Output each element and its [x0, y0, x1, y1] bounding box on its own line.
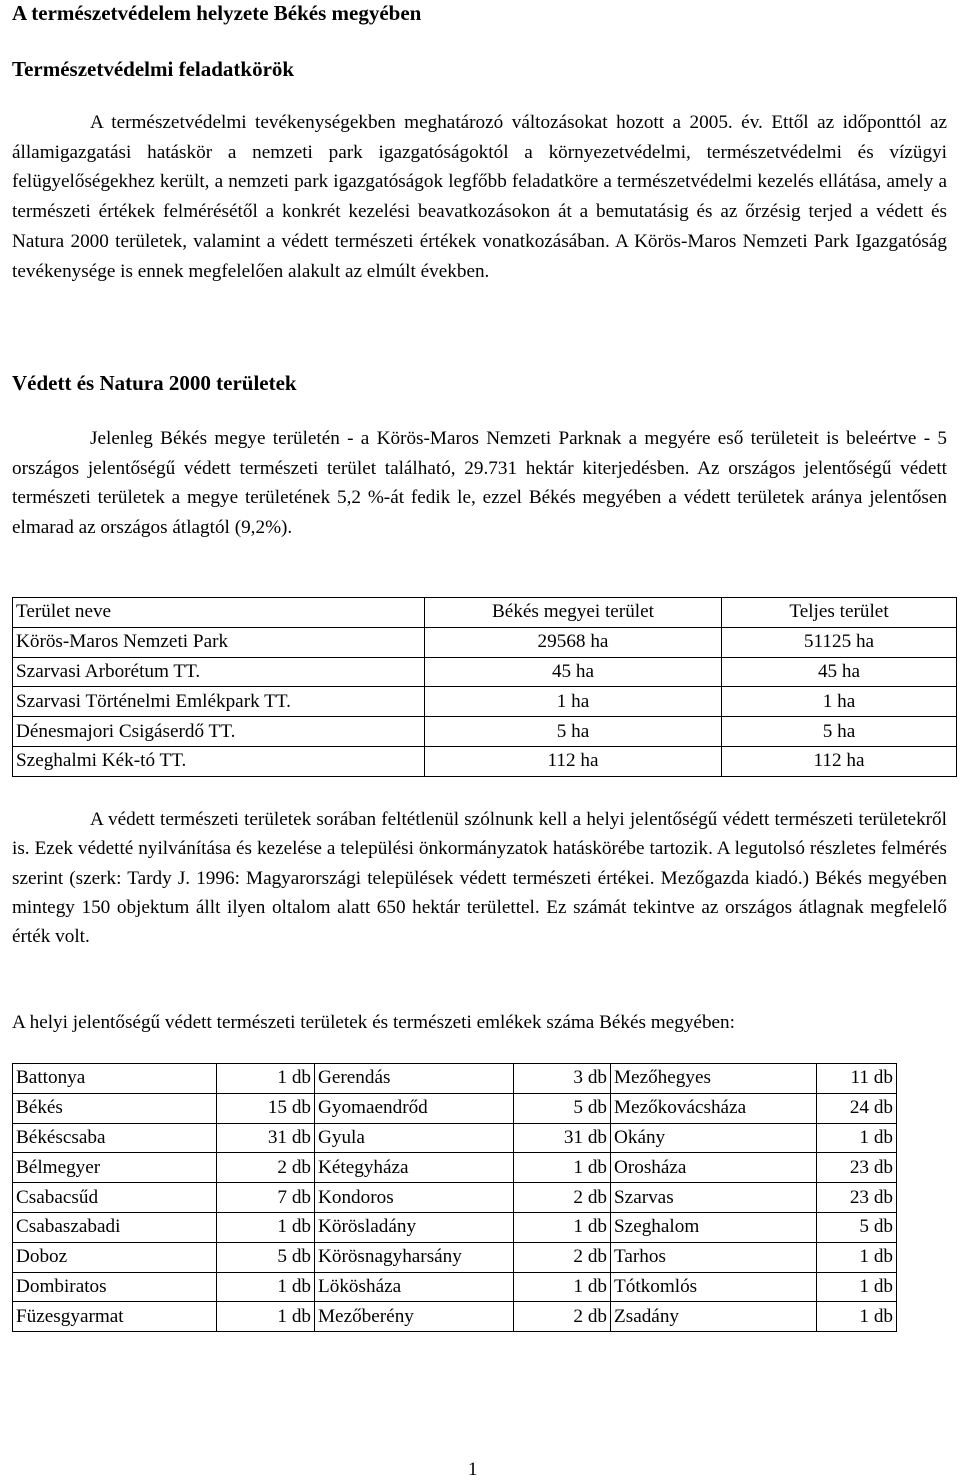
settlement-name-cell: Füzesgyarmat	[13, 1302, 217, 1332]
object-count-cell: 23 db	[817, 1153, 897, 1183]
settlement-name-cell: Békéscsaba	[13, 1123, 217, 1153]
table-row	[13, 1093, 897, 1123]
object-count-cell: 5 db	[817, 1212, 897, 1242]
settlement-name-cell: Szarvas	[611, 1183, 817, 1213]
object-count-cell: 31 db	[514, 1123, 611, 1153]
object-count-cell: 2 db	[514, 1242, 611, 1272]
table-header-row	[13, 598, 957, 628]
settlement-name-cell: Csabacsűd	[13, 1183, 217, 1213]
paragraph-feladatkorok: A természetvédelmi tevékenységekben meghatározó változásokat hozott a 2005. év. Ettől az időponttól az államigazgatási hatáskör a nemzeti park igazgatóságoktól a környezetvédelmi, természetvédelmi és vízügyi felügyelőségekhez került, a nemzeti park igazgatóságok legfőbb feladatköre a természetvédelmi kezelés ellátása, amely a természeti értékek felmérésétől a konkrét kezelési beavatkozásokon át a bemutatásig és az őrzésig terjed a védett és Natura 2000 területek, valamint a védett természeti értékek vonatkozásában. A Körös-Maros Nemzeti Park Igazgatóság tevékenysége is ennek megfelelően alakult az elmúlt években.	[12, 112, 947, 282]
table-row	[13, 1153, 897, 1183]
object-count-cell: 7 db	[217, 1183, 315, 1213]
table-header-cell: Terület neve	[13, 598, 425, 628]
section-heading-vedett-teruletek: Védett és Natura 2000 területek	[12, 371, 297, 395]
settlement-name-cell: Körösladány	[315, 1212, 514, 1242]
object-count-cell: 5 db	[514, 1093, 611, 1123]
table-cell: Körös-Maros Nemzeti Park	[13, 627, 425, 657]
object-count-cell: 1 db	[217, 1302, 315, 1332]
object-count-cell: 1 db	[514, 1153, 611, 1183]
local-protected-areas-table-body	[13, 1064, 897, 1332]
object-count-cell: 3 db	[514, 1064, 611, 1094]
settlement-name-cell: Csabaszabadi	[13, 1212, 217, 1242]
table-row	[13, 1272, 897, 1302]
paragraph-vedett-teruletek: Jelenleg Békés megye területén - a Körös-Maros Nemzeti Parknak a megyére eső területeit is beleértve - 5 országos jelentőségű védett természeti terület található, 29.731 hektár kiterjedésben. Az országos jelentőségű védett természeti területek a megye területének 5,2 %-át fedik le, ezzel Békés megyében a védett területek aránya jelentősen elmarad az országos átlagtól (9,2%).	[12, 428, 947, 539]
table-row	[13, 717, 957, 747]
table-cell: 5 ha	[722, 717, 957, 747]
settlement-name-cell: Gerendás	[315, 1064, 514, 1094]
table-row	[13, 627, 957, 657]
object-count-cell: 24 db	[817, 1093, 897, 1123]
object-count-cell: 1 db	[217, 1272, 315, 1302]
table-cell: 112 ha	[425, 746, 722, 776]
table-row	[13, 687, 957, 717]
settlement-name-cell: Okány	[611, 1123, 817, 1153]
settlement-name-cell: Bélmegyer	[13, 1153, 217, 1183]
settlement-name-cell: Zsadány	[611, 1302, 817, 1332]
settlement-name-cell: Békés	[13, 1093, 217, 1123]
table-cell: 45 ha	[722, 657, 957, 687]
table-cell: Szarvasi Arborétum TT.	[13, 657, 425, 687]
table-row	[13, 1302, 897, 1332]
table-cell: 1 ha	[722, 687, 957, 717]
document-title: A természetvédelem helyzete Békés megyében	[12, 1, 422, 25]
local-areas-caption: A helyi jelentőségű védett természeti területek és természeti emlékek száma Békés megyében:	[12, 1012, 735, 1033]
settlement-name-cell: Lökösháza	[315, 1272, 514, 1302]
table-cell: Dénesmajori Csigáserdő TT.	[13, 717, 425, 747]
settlement-name-cell: Kétegyháza	[315, 1153, 514, 1183]
table-header-cell: Teljes terület	[722, 598, 957, 628]
settlement-name-cell: Orosháza	[611, 1153, 817, 1183]
table-cell: 29568 ha	[425, 627, 722, 657]
table-cell: 1 ha	[425, 687, 722, 717]
object-count-cell: 1 db	[817, 1242, 897, 1272]
object-count-cell: 1 db	[217, 1064, 315, 1094]
object-count-cell: 5 db	[217, 1242, 315, 1272]
table-row	[13, 657, 957, 687]
object-count-cell: 1 db	[817, 1272, 897, 1302]
settlement-name-cell: Tótkomlós	[611, 1272, 817, 1302]
table-cell: 5 ha	[425, 717, 722, 747]
object-count-cell: 1 db	[817, 1123, 897, 1153]
object-count-cell: 2 db	[217, 1153, 315, 1183]
table-row	[13, 1242, 897, 1272]
settlement-name-cell: Gyula	[315, 1123, 514, 1153]
table-cell: Szeghalmi Kék-tó TT.	[13, 746, 425, 776]
settlement-name-cell: Doboz	[13, 1242, 217, 1272]
table-cell: 112 ha	[722, 746, 957, 776]
object-count-cell: 15 db	[217, 1093, 315, 1123]
settlement-name-cell: Mezőkovácsháza	[611, 1093, 817, 1123]
table-cell: 51125 ha	[722, 627, 957, 657]
object-count-cell: 31 db	[217, 1123, 315, 1153]
protected-areas-table-body	[13, 598, 957, 777]
table-cell: 45 ha	[425, 657, 722, 687]
table-row	[13, 1123, 897, 1153]
object-count-cell: 23 db	[817, 1183, 897, 1213]
object-count-cell: 1 db	[514, 1272, 611, 1302]
table-cell: Szarvasi Történelmi Emlékpark TT.	[13, 687, 425, 717]
protected-areas-table	[12, 597, 957, 777]
table-row	[13, 1064, 897, 1094]
object-count-cell: 2 db	[514, 1302, 611, 1332]
table-header-cell: Békés megyei terület	[425, 598, 722, 628]
settlement-name-cell: Tarhos	[611, 1242, 817, 1272]
object-count-cell: 11 db	[817, 1064, 897, 1094]
page-number: 1	[468, 1459, 478, 1480]
section-heading-feladatkorok: Természetvédelmi feladatkörök	[12, 57, 295, 81]
settlement-name-cell: Gyomaendrőd	[315, 1093, 514, 1123]
paragraph-helyi-vedett: A védett természeti területek sorában feltétlenül szólnunk kell a helyi jelentőségű védett természeti területekről is. Ezek védetté nyilvánítása és kezelése a települési önkormányzatok hatáskörébe tartozik. A legutolsó részletes felmérés szerint (szerk: Tardy J. 1996: Magyarországi települések védett természeti értékei. Mezőgazda kiadó.) Békés megyében mintegy 150 objektum állt ilyen oltalom alatt 650 hektár területtel. Ez számát tekintve az országos átlagnak megfelelő érték volt.	[12, 809, 947, 948]
settlement-name-cell: Dombiratos	[13, 1272, 217, 1302]
object-count-cell: 2 db	[514, 1183, 611, 1213]
settlement-name-cell: Mezőhegyes	[611, 1064, 817, 1094]
object-count-cell: 1 db	[217, 1212, 315, 1242]
settlement-name-cell: Körösnagyharsány	[315, 1242, 514, 1272]
object-count-cell: 1 db	[817, 1302, 897, 1332]
table-row	[13, 1183, 897, 1213]
object-count-cell: 1 db	[514, 1212, 611, 1242]
table-row	[13, 746, 957, 776]
settlement-name-cell: Kondoros	[315, 1183, 514, 1213]
table-row	[13, 1212, 897, 1242]
settlement-name-cell: Battonya	[13, 1064, 217, 1094]
settlement-name-cell: Szeghalom	[611, 1212, 817, 1242]
settlement-name-cell: Mezőberény	[315, 1302, 514, 1332]
local-protected-areas-table	[12, 1063, 897, 1332]
